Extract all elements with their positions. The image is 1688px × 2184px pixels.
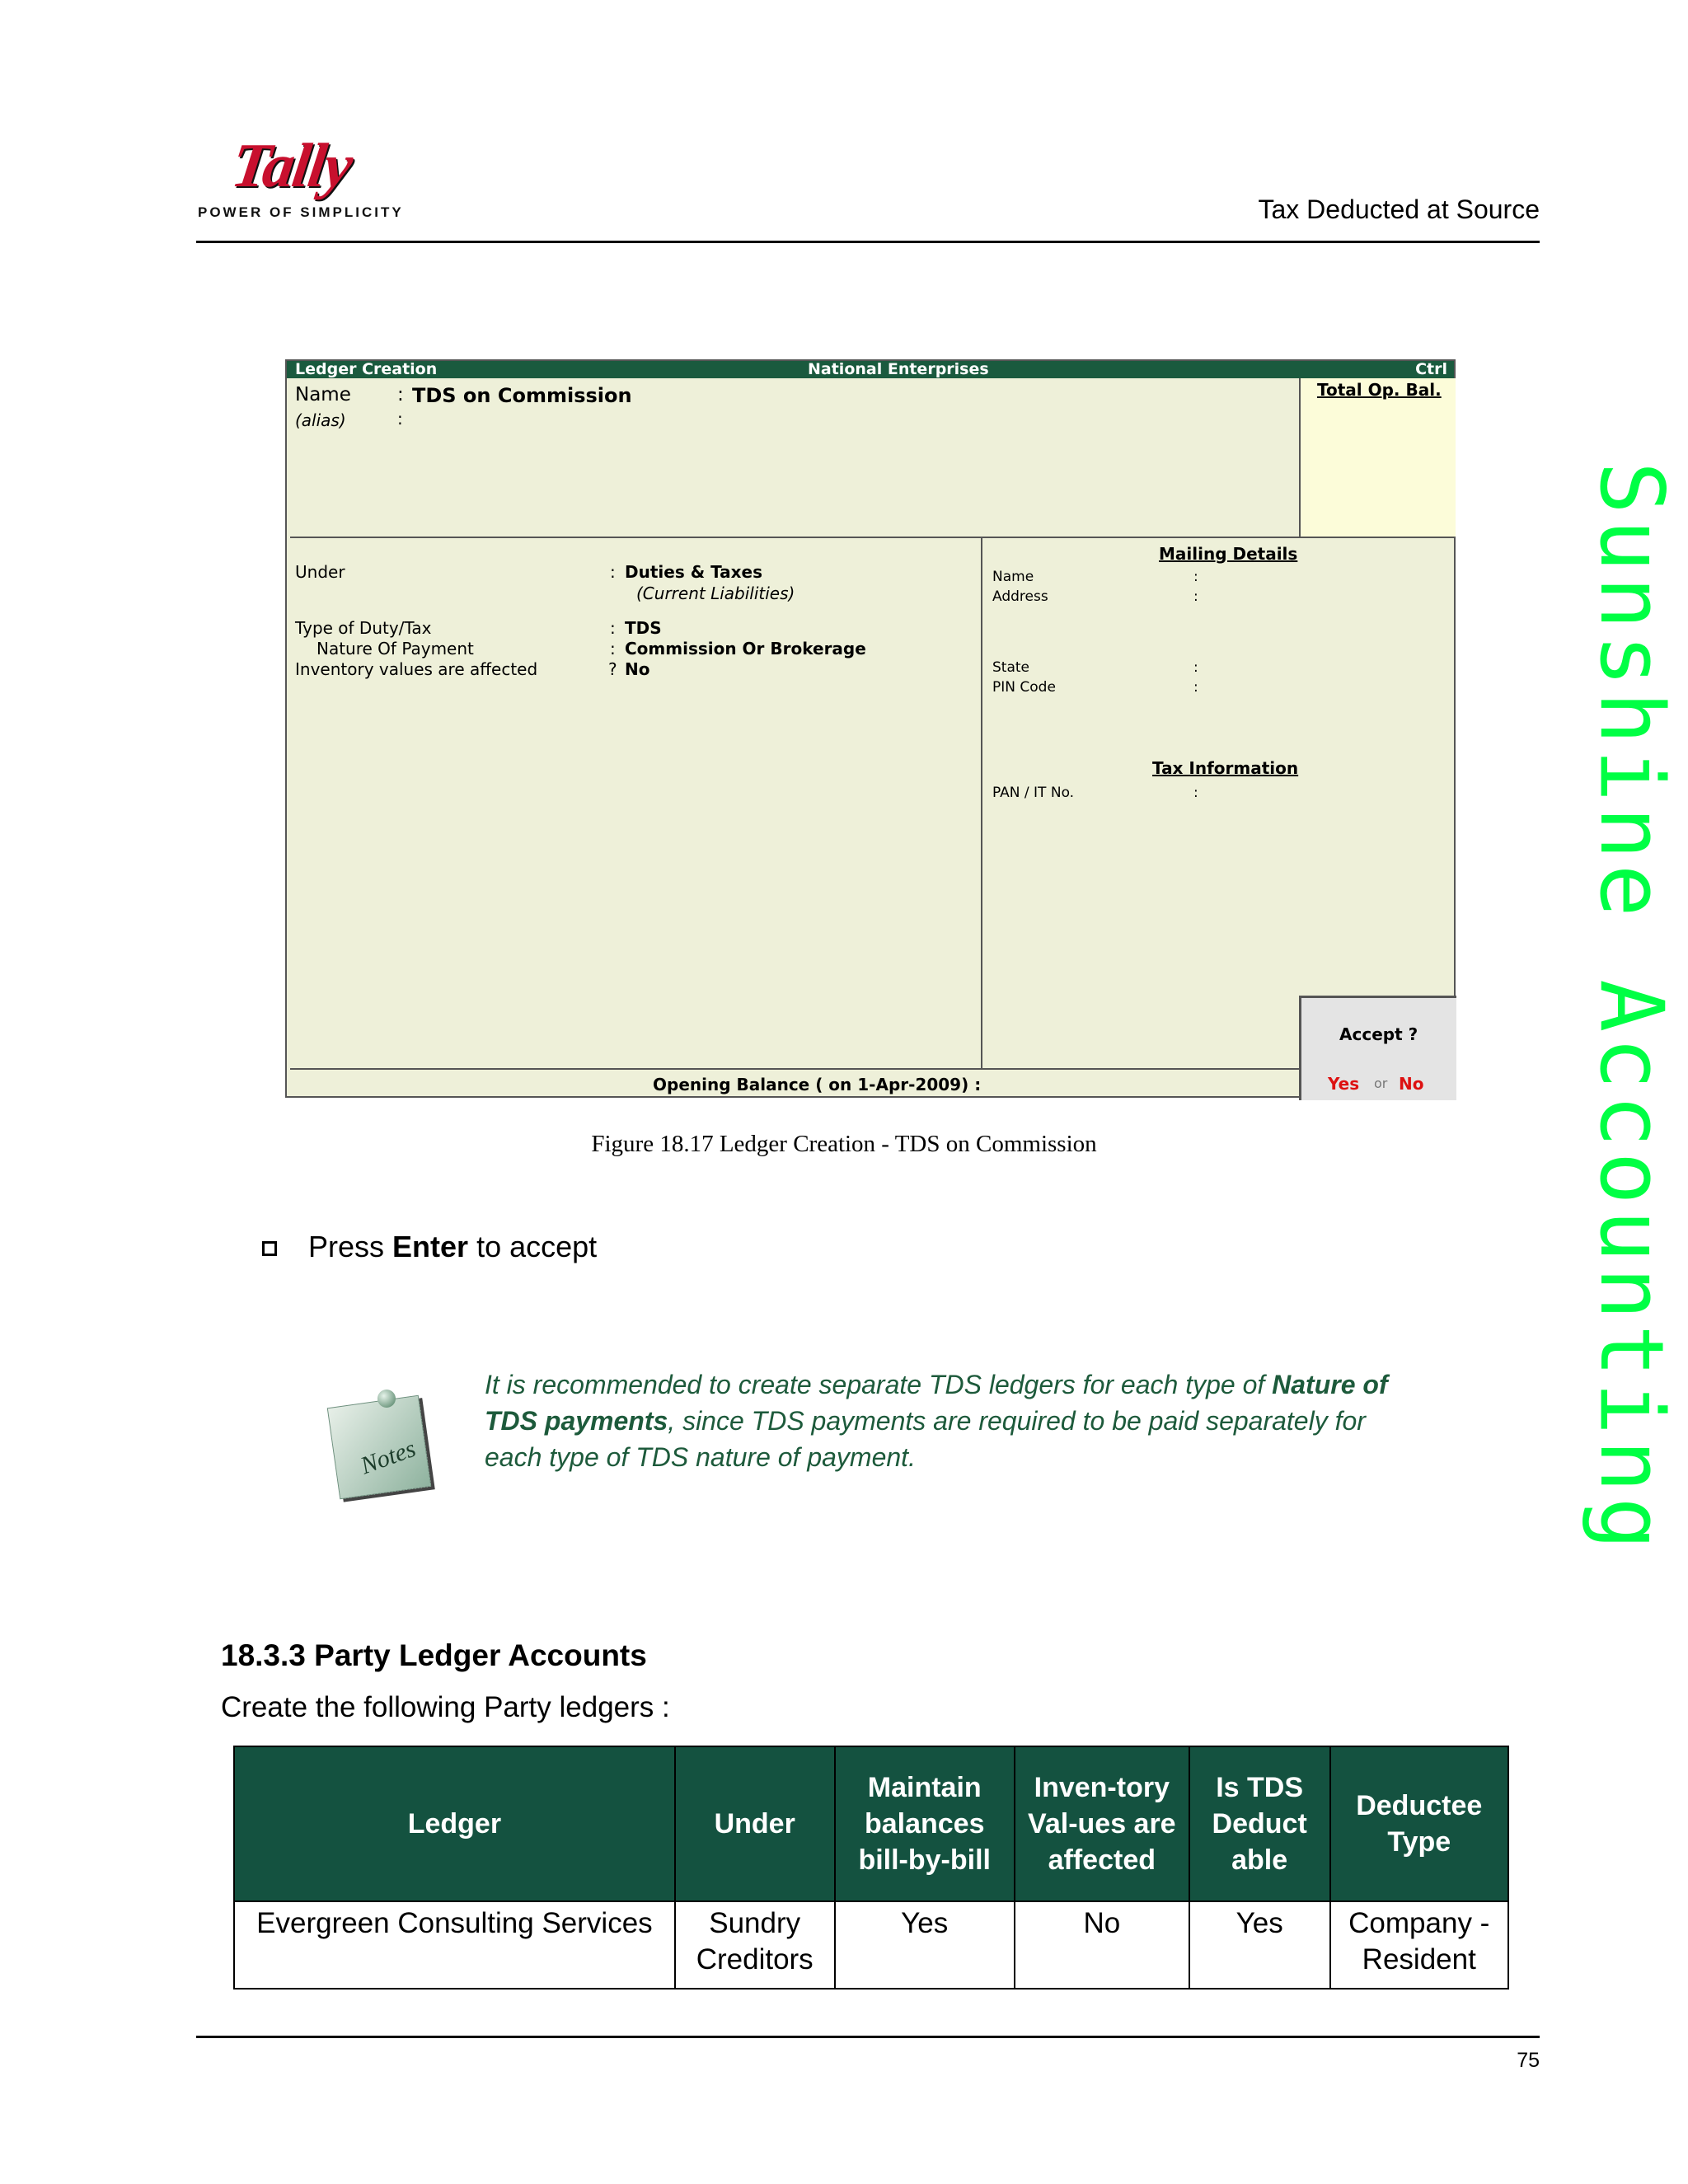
note-part1: It is recommended to create separate TDS ledgers for each type of xyxy=(485,1370,1273,1399)
ctrl-label: Ctrl xyxy=(1415,360,1447,378)
section-title: Tax Deducted at Source xyxy=(1258,194,1540,224)
inventory-field[interactable]: No xyxy=(625,659,650,679)
notes-icon xyxy=(327,1395,431,1499)
footer-rule xyxy=(196,2036,1540,2038)
under-group: (Current Liabilities) xyxy=(636,583,795,603)
note-part2: , since TDS payments are required to be paid separately for each type of TDS nature of payment. xyxy=(485,1406,1366,1472)
logo-tagline: POWER OF SIMPLICITY xyxy=(198,204,404,220)
screen-title: Ledger Creation xyxy=(295,360,438,378)
type-duty-colon: : xyxy=(610,618,616,638)
under-colon: : xyxy=(610,562,616,582)
ledger-creation-screen xyxy=(285,359,1456,1098)
opening-balance-label: Opening Balance ( on 1-Apr-2009) : xyxy=(653,1075,982,1094)
bullet-square-icon xyxy=(262,1241,277,1256)
subsection-heading: 18.3.3 Party Ledger Accounts xyxy=(221,1638,647,1672)
total-op-bal-panel xyxy=(1299,378,1456,538)
cell-under: Sundry Creditors xyxy=(675,1901,835,1989)
cell-bill-by-bill: Yes xyxy=(835,1901,1015,1989)
accept-no-button[interactable]: No xyxy=(1399,1074,1424,1094)
col-ledger: Ledger xyxy=(234,1746,675,1901)
watermark: Sunshine Accounting xyxy=(1581,462,1682,1555)
divider-vertical xyxy=(981,538,982,1068)
nature-field[interactable]: Commission Or Brokerage xyxy=(625,639,866,658)
table-header-row xyxy=(234,1746,1508,1901)
mail-address-label: Address xyxy=(992,588,1048,605)
type-duty-label: Type of Duty/Tax xyxy=(295,618,432,638)
type-duty-field[interactable]: TDS xyxy=(625,618,662,638)
divider-bottom xyxy=(290,1068,1299,1070)
col-deductee-type: Deductee Type xyxy=(1330,1746,1509,1901)
figure-caption: Figure 18.17 Ledger Creation - TDS on Commission xyxy=(591,1131,1097,1157)
under-label: Under xyxy=(295,562,345,582)
pan-label: PAN / IT No. xyxy=(992,785,1075,801)
notes-icon-label: Notes xyxy=(357,1434,420,1480)
page-number: 75 xyxy=(1517,2049,1540,2072)
cell-ledger: Evergreen Consulting Services xyxy=(234,1901,675,1989)
table-row xyxy=(234,1901,1508,1989)
name-colon: : xyxy=(397,384,404,405)
total-op-bal-label: Total Op. Bal. xyxy=(1317,380,1442,400)
mail-state-label: State xyxy=(992,659,1029,676)
cell-tds-deductable: Yes xyxy=(1189,1901,1330,1989)
alias-label: (alias) xyxy=(295,410,346,430)
col-inventory: Inven-tory Val-ues are affected xyxy=(1015,1746,1189,1901)
mail-name-colon: : xyxy=(1193,569,1198,585)
accept-dialog xyxy=(1299,996,1456,1100)
cell-deductee-type: Company - Resident xyxy=(1330,1901,1509,1989)
pan-colon: : xyxy=(1193,785,1198,801)
col-tds-deductable: Is TDS Deduct able xyxy=(1189,1746,1330,1901)
inventory-qmark: ? xyxy=(608,659,617,679)
nature-colon: : xyxy=(610,639,616,658)
divider-top xyxy=(290,537,1454,538)
accept-or: or xyxy=(1374,1076,1388,1091)
subsection-intro: Create the following Party ledgers : xyxy=(221,1691,670,1723)
name-field[interactable]: TDS on Commission xyxy=(412,384,632,407)
company-name: National Enterprises xyxy=(808,360,989,378)
alias-colon: : xyxy=(397,409,403,429)
note-bold: Nature of TDS payments xyxy=(485,1370,1388,1436)
pushpin-icon xyxy=(377,1390,396,1408)
tally-logo: Tally xyxy=(227,131,356,200)
col-bill-by-bill: Maintain balances bill-by-bill xyxy=(835,1746,1015,1901)
screen-title-bar xyxy=(287,361,1454,378)
instruction-after: to accept xyxy=(468,1230,598,1263)
mail-address-colon: : xyxy=(1193,588,1198,605)
mailing-details-heading: Mailing Details xyxy=(1159,544,1298,564)
name-label: Name xyxy=(295,384,351,405)
nature-label: Nature Of Payment xyxy=(316,639,474,658)
under-field[interactable]: Duties & Taxes xyxy=(625,562,763,582)
mail-name-label: Name xyxy=(992,569,1034,585)
col-under: Under xyxy=(675,1746,835,1901)
header-rule xyxy=(196,241,1540,243)
instruction-text xyxy=(308,1230,597,1264)
tax-information-heading: Tax Information xyxy=(1152,758,1299,778)
instruction-before: Press xyxy=(308,1230,393,1263)
note-text xyxy=(485,1366,1416,1475)
party-ledger-table xyxy=(233,1746,1509,1990)
mail-pin-colon: : xyxy=(1193,679,1198,696)
inventory-label: Inventory values are affected xyxy=(295,659,538,679)
accept-prompt: Accept ? xyxy=(1339,1024,1418,1044)
mail-state-colon: : xyxy=(1193,659,1198,676)
accept-yes-button[interactable]: Yes xyxy=(1328,1074,1360,1094)
instruction-key: Enter xyxy=(392,1230,469,1263)
mail-pin-label: PIN Code xyxy=(992,679,1056,696)
cell-inventory: No xyxy=(1015,1901,1189,1989)
